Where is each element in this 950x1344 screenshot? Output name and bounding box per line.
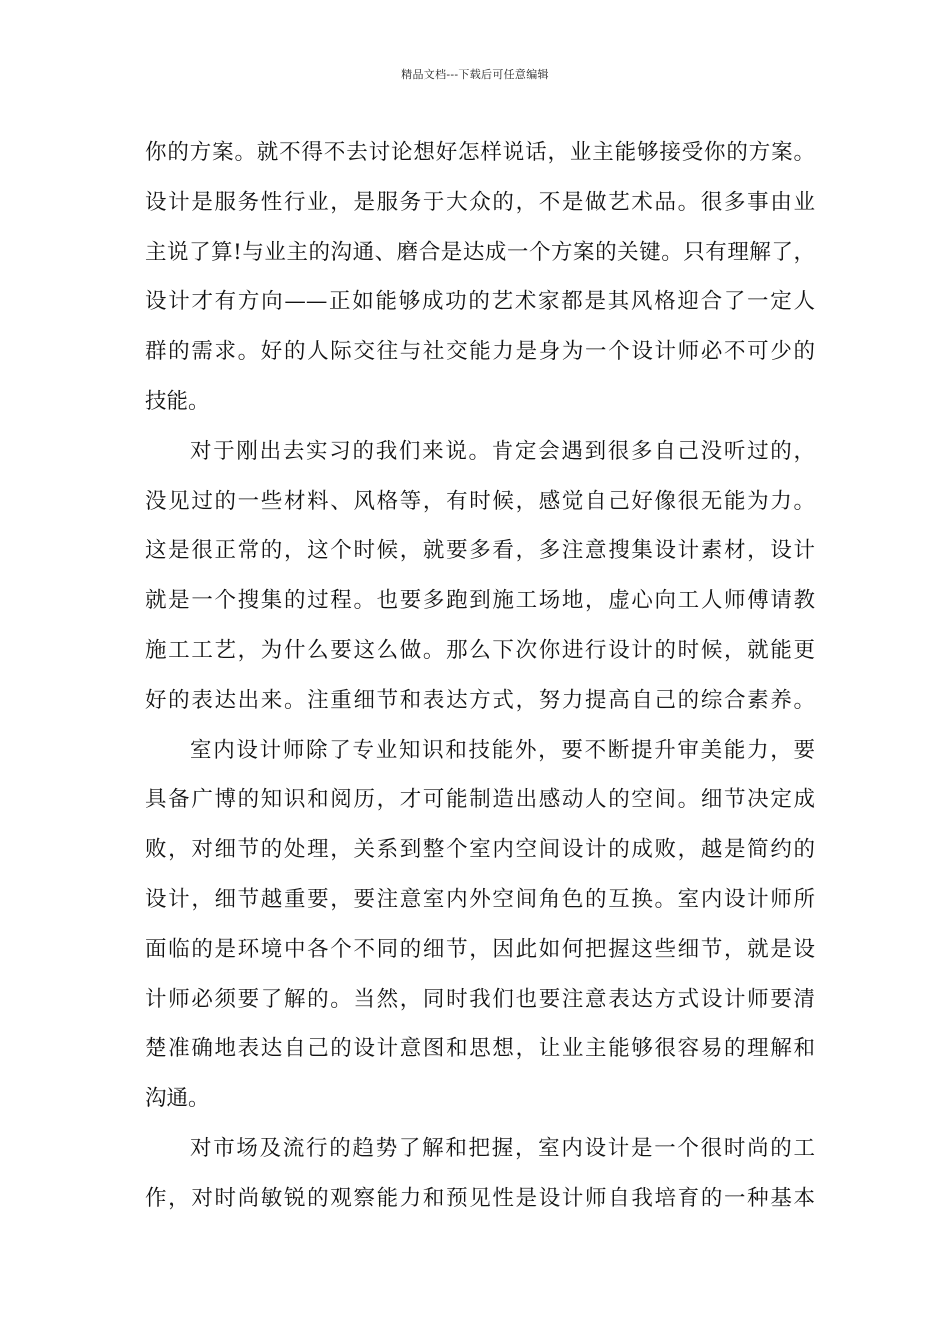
text-line: 群的需求。好的人际交往与社交能力是身为一个设计师必不可少的 xyxy=(145,339,815,365)
page-header: 精品文档---下载后可任意编辑 xyxy=(401,68,549,81)
text-line: 具备广博的知识和阅历，才可能制造出感动人的空间。细节决定成 xyxy=(145,787,815,813)
paragraph-first-line: 对于刚出去实习的我们来说。肯定会遇到很多自己没听过的， xyxy=(190,438,815,464)
text-line: 好的表达出来。注重细节和表达方式，努力提高自己的综合素养。 xyxy=(145,687,815,713)
text-line: 计师必须要了解的。当然，同时我们也要注意表达方式设计师要清 xyxy=(145,986,815,1012)
text-line: 你的方案。就不得不去讨论想好怎样说话，业主能够接受你的方案。 xyxy=(145,140,815,165)
text-line: 面临的是环境中各个不同的细节，因此如何把握这些细节，就是设 xyxy=(145,936,815,962)
text-line: 主说了算!与业主的沟通、磨合是达成一个方案的关键。只有理解了， xyxy=(145,239,815,265)
text-line: 这是很正常的，这个时候，就要多看，多注意搜集设计素材，设计 xyxy=(145,538,815,564)
text-line: 技能。 xyxy=(145,388,210,414)
paragraph-first-line: 对市场及流行的趋势了解和把握，室内设计是一个很时尚的工 xyxy=(190,1135,815,1161)
text-line: 设计才有方向——正如能够成功的艺术家都是其风格迎合了一定人 xyxy=(145,289,815,315)
text-line: 设计是服务性行业，是服务于大众的，不是做艺术品。很多事由业 xyxy=(145,189,815,215)
text-line: 就是一个搜集的过程。也要多跑到施工场地，虚心向工人师傅请教 xyxy=(145,588,815,614)
body-text xyxy=(145,128,815,1224)
text-line: 楚准确地表达自己的设计意图和思想，让业主能够很容易的理解和 xyxy=(145,1036,815,1062)
text-line: 沟通。 xyxy=(145,1086,210,1112)
text-line: 设计，细节越重要，要注意室内外空间角色的互换。室内设计师所 xyxy=(145,886,815,912)
text-line: 施工工艺，为什么要这么做。那么下次你进行设计的时候，就能更 xyxy=(145,637,815,663)
text-line: 没见过的一些材料、风格等，有时候，感觉自己好像很无能为力。 xyxy=(145,488,815,514)
text-line: 作，对时尚敏锐的观察能力和预见性是设计师自我培育的一种基本 xyxy=(145,1185,815,1211)
paragraph-first-line: 室内设计师除了专业知识和技能外，要不断提升审美能力，要 xyxy=(190,737,815,763)
text-line: 败，对细节的处理，关系到整个室内空间设计的成败，越是简约的 xyxy=(145,837,815,863)
